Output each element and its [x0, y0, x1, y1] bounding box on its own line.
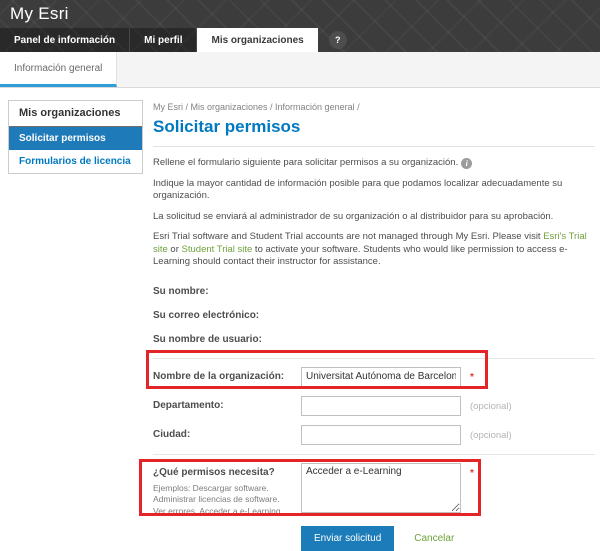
sub-tabbar [0, 52, 600, 88]
city-row [153, 425, 595, 445]
permissions-section [153, 454, 595, 517]
department-input[interactable] [301, 396, 461, 416]
label-su-usuario: Su nombre de usuario: [153, 333, 262, 345]
trial-text-after: to activate your software. Students who would like permission to access e-Learning should contact their instructor for assistance. [153, 243, 568, 268]
help-icon[interactable]: ? [330, 32, 346, 48]
student-trial-site-link[interactable]: Student Trial site [181, 243, 253, 255]
city-input[interactable] [301, 425, 461, 445]
permissions-label-block [153, 463, 301, 517]
org-name-label: Nombre de la organización: [153, 370, 285, 382]
cancel-link[interactable]: Cancelar [414, 533, 455, 545]
topbar [0, 0, 600, 28]
tab-panel-de-informacion[interactable] [0, 28, 130, 52]
sidebar-item-formularios-de-licencia[interactable]: Formularios de licencia [19, 156, 131, 167]
form-actions [301, 526, 595, 551]
required-asterisk: * [470, 467, 474, 479]
main-panel [153, 100, 595, 551]
info-icon[interactable]: i [461, 158, 472, 169]
content-area [0, 88, 600, 551]
page-title: Solicitar permisos [153, 117, 301, 136]
app-title: My Esri [10, 4, 69, 23]
label-su-nombre: Su nombre: [153, 285, 209, 297]
sidebar-title: Mis organizaciones [9, 101, 142, 127]
tab-label: Mis organizaciones [211, 34, 304, 46]
department-label: Departamento: [153, 399, 224, 411]
label-su-correo: Su correo electrónico: [153, 309, 260, 321]
paragraph-trial-info [153, 231, 595, 269]
optional-hint: (opcional) [470, 400, 512, 412]
optional-hint: (opcional) [470, 429, 512, 441]
org-name-section [153, 358, 595, 445]
subtab-informacion-general[interactable] [0, 52, 117, 87]
sidebar-item-solicitar-permisos[interactable]: Solicitar permisos [9, 127, 142, 150]
tab-label: Panel de información [14, 34, 116, 46]
main-tabbar [0, 28, 600, 52]
org-name-input[interactable] [301, 367, 461, 387]
trial-text-before: Esri Trial software and Student Trial accounts are not managed through My Esri. Please visit [153, 231, 544, 243]
permissions-label: ¿Qué permisos necesita? [153, 466, 275, 478]
permissions-help-text: Ejemplos: Descargar software. Administrar licencias de software. Ver errores. Acceder a e-Learning. [153, 482, 283, 516]
sidebar [8, 100, 143, 174]
title-divider [153, 146, 595, 147]
city-label: Ciudad: [153, 428, 191, 440]
intro-text: Rellene el formulario siguiente para solicitar permisos a su organización. [153, 157, 459, 168]
esri-trial-site-link[interactable]: Esri's Trial site [153, 231, 587, 255]
subtab-label: Información general [14, 62, 103, 74]
tab-mis-organizaciones[interactable] [197, 28, 317, 52]
tab-label: Mi perfil [144, 34, 183, 46]
intro-paragraph [153, 157, 595, 170]
paragraph-approval: La solicitud se enviará al administrador de su organización o al distribuidor para su aprobación. [153, 210, 554, 222]
permissions-textarea[interactable] [301, 463, 461, 513]
tab-mi-perfil[interactable] [130, 28, 197, 52]
required-asterisk: * [470, 371, 474, 383]
org-name-row [153, 367, 595, 387]
department-row [153, 396, 595, 416]
app-header [0, 0, 600, 52]
submit-request-button[interactable]: Enviar solicitud [301, 526, 394, 551]
permissions-row [153, 463, 595, 517]
paragraph-locate-org: Indique la mayor cantidad de información posible para que podamos localizar adecuadamente su organización. [153, 177, 563, 202]
breadcrumb[interactable]: My Esri / Mis organizaciones / Información general / [153, 102, 360, 112]
readonly-fields [153, 286, 595, 345]
trial-text-mid: or [167, 243, 182, 255]
